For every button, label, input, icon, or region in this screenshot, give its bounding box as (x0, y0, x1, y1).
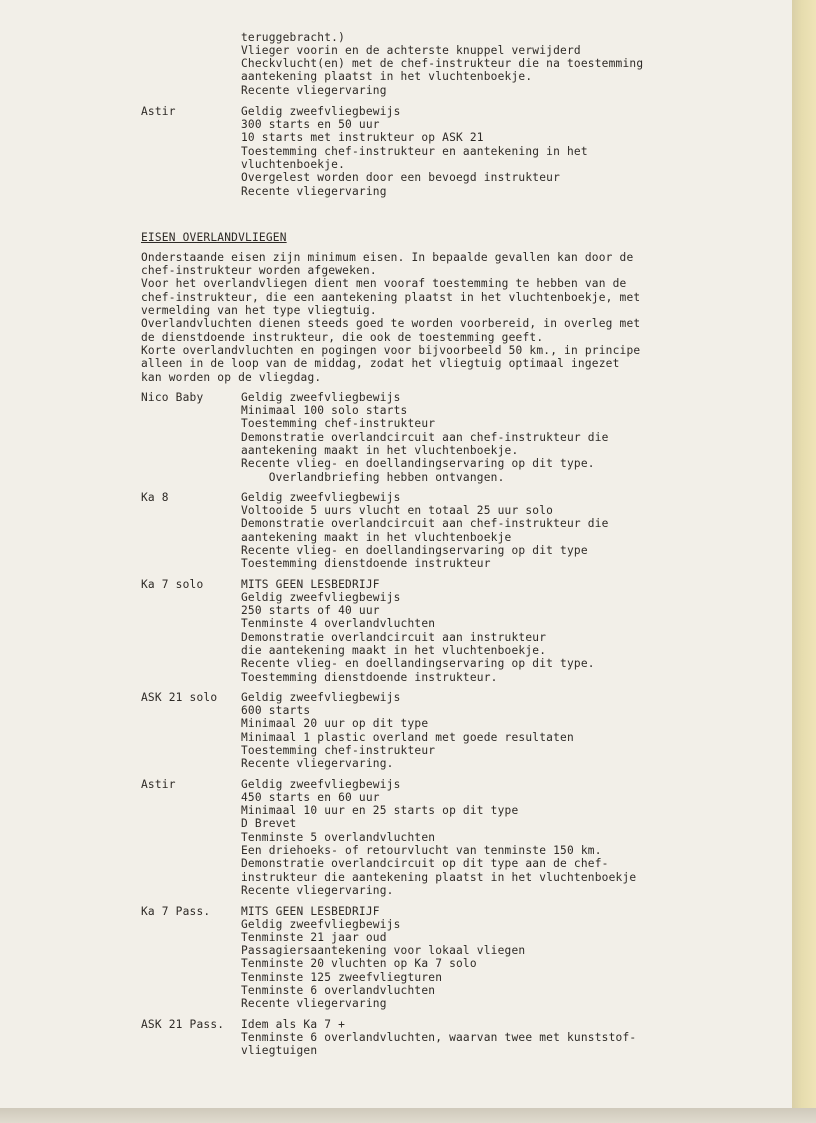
text-line: Een driehoeks- of retourvlucht van tenminste 150 km. (241, 844, 602, 857)
text-line: Overgelest worden door een bevoegd instrukteur (241, 171, 561, 184)
text-line: kan worden op de vliegdag. (141, 371, 322, 384)
text-line: Geldig zweefvliegbewijs (241, 391, 401, 404)
text-line: de dienstdoende instrukteur, die ook de toestemming geeft. (141, 331, 544, 344)
text-line: Minimaal 1 plastic overland met goede resultaten (241, 731, 574, 744)
text-line: vliegtuigen (241, 1044, 318, 1057)
text-line: Vlieger voorin en de achterste knuppel verwijderd (241, 44, 581, 57)
text-line: Demonstratie overlandcircuit op dit type aan de chef- (241, 857, 609, 870)
text-line: Voltooide 5 uurs vlucht en totaal 25 uur solo (241, 504, 554, 517)
aircraft-label: Astir (141, 105, 176, 118)
text-line: MITS GEEN LESBEDRIJF (241, 905, 380, 918)
text-line: 300 starts en 50 uur (241, 118, 380, 131)
aircraft-label: Ka 7 Pass. (141, 905, 211, 918)
text-line: 600 starts (241, 704, 311, 717)
text-line: teruggebracht.) (241, 31, 346, 44)
text-line: Korte overlandvluchten en pogingen voor bijvoorbeeld 50 km., in principe (141, 344, 641, 357)
text-line: Toestemming chef-instrukteur (241, 744, 436, 757)
text-line: Voor het overlandvliegen dient men vooraf toestemming te hebben van de (141, 277, 627, 290)
text-line: Recente vliegervaring (241, 185, 387, 198)
text-line: Demonstratie overlandcircuit aan instrukteur (241, 631, 547, 644)
text-line: 250 starts of 40 uur (241, 604, 380, 617)
text-line: Geldig zweefvliegbewijs (241, 591, 401, 604)
text-line: aantekening maakt in het vluchtenboekje. (241, 444, 519, 457)
text-line: die aantekening maakt in het vluchtenboekje. (241, 644, 547, 657)
text-line: alleen in de loop van de middag, zodat het vliegtuig optimaal ingezet (141, 357, 620, 370)
text-line: Tenminste 20 vluchten op Ka 7 solo (241, 957, 477, 970)
text-line: chef-instrukteur worden afgeweken. (141, 264, 377, 277)
text-line: Geldig zweefvliegbewijs (241, 918, 401, 931)
text-line: MITS GEEN LESBEDRIJF (241, 578, 380, 591)
aircraft-label: Nico Baby (141, 391, 204, 404)
text-line: Onderstaande eisen zijn minimum eisen. In bepaalde gevallen kan door de (141, 251, 634, 264)
text-line: Geldig zweefvliegbewijs (241, 491, 401, 504)
text-line: Tenminste 4 overlandvluchten (241, 617, 436, 630)
aircraft-label: Ka 7 solo (141, 578, 204, 591)
text-line: Overlandvluchten dienen steeds goed te worden voorbereid, in overleg met (141, 317, 641, 330)
text-line: chef-instrukteur, die een aantekening plaatst in het vluchtenboekje, met (141, 291, 641, 304)
text-line: Tenminste 6 overlandvluchten (241, 984, 436, 997)
section-heading: EISEN OVERLANDVLIEGEN (141, 231, 287, 244)
text-line: instrukteur die aantekening plaatst in het vluchtenboekje (241, 871, 637, 884)
text-line: Toestemming dienstdoende instrukteur (241, 557, 491, 570)
text-line: Minimaal 10 uur en 25 starts op dit type (241, 804, 519, 817)
text-line: vermelding van het type vliegtuig. (141, 304, 377, 317)
text-line: Demonstratie overlandcircuit aan chef-instrukteur die (241, 431, 609, 444)
text-line: Passagiersaantekening voor lokaal vliegen (241, 944, 526, 957)
text-line: Geldig zweefvliegbewijs (241, 691, 401, 704)
text-line: Tenminste 125 zweefvliegturen (241, 971, 443, 984)
text-line: Tenminste 6 overlandvluchten, waarvan twee met kunststof- (241, 1031, 637, 1044)
text-line: Minimaal 20 uur op dit type (241, 717, 429, 730)
text-line: Recente vliegervaring. (241, 884, 394, 897)
text-line: Recente vliegervaring (241, 997, 387, 1010)
text-line: Overlandbriefing hebben ontvangen. (241, 471, 505, 484)
text-line: Tenminste 5 overlandvluchten (241, 831, 436, 844)
text-line: Idem als Ka 7 + (241, 1018, 346, 1031)
text-line: Checkvlucht(en) met de chef-instrukteur die na toestemming (241, 57, 644, 70)
text-line: Recente vlieg- en doellandingservaring op dit type. (241, 657, 595, 670)
text-line: aantekening plaatst in het vluchtenboekje. (241, 70, 533, 83)
text-line: Geldig zweefvliegbewijs (241, 778, 401, 791)
text-line: Toestemming dienstdoende instrukteur. (241, 671, 498, 684)
aircraft-label: ASK 21 solo (141, 691, 218, 704)
page-bottom-edge (0, 1108, 816, 1123)
text-line: Recente vlieg- en doellandingservaring op dit type. (241, 457, 595, 470)
text-line: vluchtenboekje. (241, 158, 346, 171)
text-line: D Brevet (241, 817, 297, 830)
text-line: Demonstratie overlandcircuit aan chef-instrukteur die (241, 517, 609, 530)
text-line: 450 starts en 60 uur (241, 791, 380, 804)
text-line: Toestemming chef-instrukteur (241, 417, 436, 430)
text-line: Recente vlieg- en doellandingservaring op dit type (241, 544, 588, 557)
aircraft-label: Astir (141, 778, 176, 791)
text-line: 10 starts met instrukteur op ASK 21 (241, 131, 484, 144)
text-line: Recente vliegervaring. (241, 757, 394, 770)
text-line: Toestemming chef-instrukteur en aantekening in het (241, 145, 588, 158)
text-line: Geldig zweefvliegbewijs (241, 105, 401, 118)
aircraft-label: ASK 21 Pass. (141, 1018, 225, 1031)
text-line: aantekening maakt in het vluchtenboekje (241, 531, 512, 544)
text-line: Tenminste 21 jaar oud (241, 931, 387, 944)
text-line: Minimaal 100 solo starts (241, 404, 408, 417)
text-line: Recente vliegervaring (241, 84, 387, 97)
page-edge-strip (792, 0, 816, 1123)
aircraft-label: Ka 8 (141, 491, 169, 504)
